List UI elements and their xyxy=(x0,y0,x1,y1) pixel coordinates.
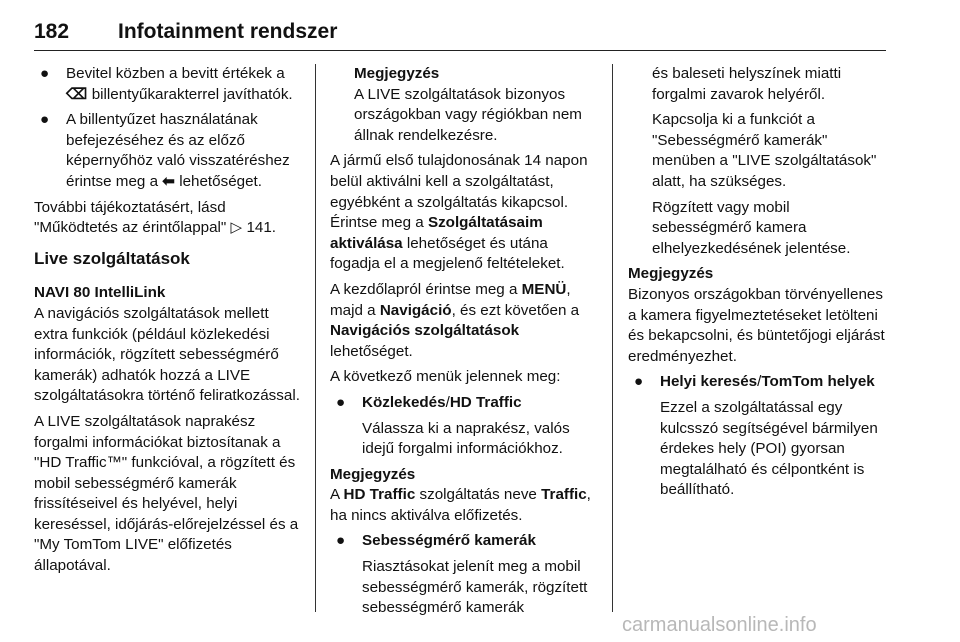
bullet-icon: ● xyxy=(40,111,50,129)
paragraph: A navigációs szolgáltatások mellett extra funkciók (például közlekedési információk, rögzített sebességmérő kamerák) adhatók hozzá a LIVE szolgáltatásokra történő feliratkozással. xyxy=(34,304,300,405)
backspace-icon: ⌫ xyxy=(66,85,88,103)
list-item: ● Sebességmérő kamerák Riasztásokat jelenít meg a mobil sebességmérő kamerák, rögzített sebességmérő kamerák xyxy=(330,531,596,618)
back-arrow-icon: ⬅ xyxy=(162,172,175,190)
subheading: NAVI 80 IntelliLink xyxy=(34,284,166,302)
paragraph: A kezdőlapról érintse meg a MENÜ, majd a Navigáció, és ezt követően a Navigációs szolgáltatások lehetőséget. xyxy=(330,280,580,360)
list-item: ● A billentyűzet használatának befejezéséhez és az előző képernyőhöz való visszatéréshez érintse meg a ⬅ lehetőséget. xyxy=(40,111,290,190)
note xyxy=(330,64,596,146)
list-item: ● Közlekedés/HD Traffic Válassza ki a naprakész, valós idejű forgalmi információkhoz. xyxy=(330,393,596,460)
column-3 xyxy=(628,64,890,506)
column-2 xyxy=(330,64,596,624)
note-heading: Megjegyzés xyxy=(354,65,440,82)
watermark: carmanualsonline.info xyxy=(622,614,817,636)
bullet-icon: ● xyxy=(634,373,644,391)
note-heading: Megjegyzés xyxy=(628,265,714,283)
column-divider xyxy=(315,64,316,612)
note xyxy=(330,465,596,527)
list-item: ● Bevitel közben a bevitt értékek a ⌫ billentyűkarakterrel javíthatók. xyxy=(40,65,293,103)
page-ref-icon: ▷ xyxy=(230,219,243,237)
note-text: A LIVE szolgáltatások bizonyos országokban vagy régiókban nem állnak rendelkezésre. xyxy=(354,85,582,144)
note xyxy=(628,264,890,367)
note-text: A HD Traffic szolgáltatás neve Traffic, ha nincs aktiválva előfizetés. xyxy=(330,486,591,524)
paragraph: A következő menük jelennek meg: xyxy=(330,368,561,386)
page-number: 182 xyxy=(34,20,70,43)
bullet-icon: ● xyxy=(336,532,346,550)
list-item: ● Helyi keresés/TomTom helyek Ezzel a szolgáltatással egy kulcsszó segítségével bármilyen érdekes hely (POI) gyorsan megtalálható és célpontként is beállítható. xyxy=(628,372,890,501)
column-1 xyxy=(34,64,302,582)
paragraph: A LIVE szolgáltatások naprakész forgalmi információkat biztosítanak a "HD Traffic™" funkcióval, a rögzített és mobil sebességmérő kamerák frissítéseivel és helyével, helyi kereséssel, időjárás-előrejelzéssel és a "My TomTom LIVE" előfizetés állapotával. xyxy=(34,412,299,575)
paragraph: A jármű első tulajdonosának 14 napon belül aktiválni kell a szolgáltatást, egyébként a szolgáltatás kikapcsol. Érintse meg a Szolgáltatásaim aktiválása lehetőséget és utána fogadja el a megjelenő feltételeket. xyxy=(330,152,588,273)
paragraph: és baleseti helyszínek miatti forgalmi zavarok helyéről. xyxy=(652,65,842,103)
list-item-text: Válassza ki a naprakész, valós idejű forgalmi információkhoz. xyxy=(362,419,570,458)
list-item-continuation xyxy=(628,64,890,259)
page-header xyxy=(34,20,886,51)
list-item-text: Ezzel a szolgáltatással egy kulcsszó segítségével bármilyen érdekes hely (POI) gyorsan megtalálható és célpontként is beállítható. xyxy=(660,398,878,499)
paragraph: Rögzített vagy mobil sebességmérő kamera elhelyezkedésének jelentése. xyxy=(652,198,851,257)
note-text: Bizonyos országokban törvényellenes a kamera figyelmeztetéseket letölteni és bekapcsolni, és büntetőjogi eljárást eredményezhet. xyxy=(628,285,885,365)
list-item-text: Riasztásokat jelenít meg a mobil sebességmérő kamerák, rögzített sebességmérő kamerák xyxy=(362,558,588,617)
bullet-icon: ● xyxy=(40,65,50,82)
page-title: Infotainment rendszer xyxy=(118,20,338,43)
cross-reference: További tájékoztatásért, lásd "Működtetés az érintőlappal" ▷ 141. xyxy=(34,198,277,237)
column-divider xyxy=(612,64,613,612)
paragraph: Kapcsolja ki a funkciót a "Sebességmérő kamerák" menüben a "LIVE szolgáltatások" alatt, ha szükséges. xyxy=(652,111,877,190)
section-heading: Live szolgáltatások xyxy=(34,248,190,268)
note-heading: Megjegyzés xyxy=(330,465,416,483)
bullet-icon: ● xyxy=(336,393,346,411)
